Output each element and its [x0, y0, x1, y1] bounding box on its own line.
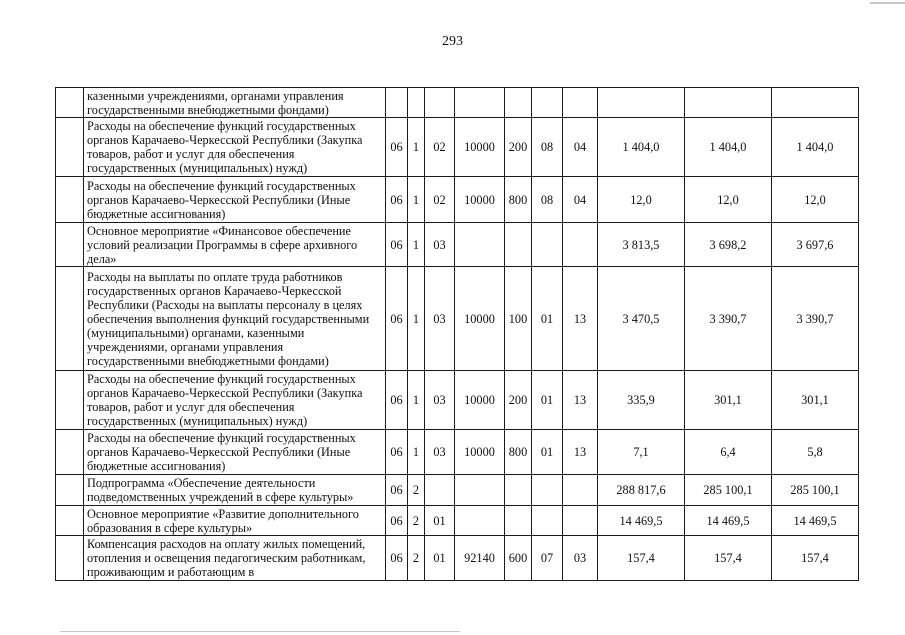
code-cell: [455, 506, 505, 536]
code-cell: [505, 506, 532, 536]
code-cell: [532, 475, 563, 506]
scan-mark: [870, 2, 905, 4]
code-cell: [425, 475, 455, 506]
amount-cell: [772, 88, 859, 118]
amount-cell: 3 390,7: [685, 267, 772, 371]
number-cell: [56, 267, 84, 371]
table-row: [56, 88, 859, 118]
code-cell: 600: [505, 536, 532, 581]
code-cell: 01: [532, 371, 563, 430]
code-cell: 02: [425, 177, 455, 223]
amount-cell: 157,4: [772, 536, 859, 581]
code-cell: 02: [425, 118, 455, 177]
amount-cell: 285 100,1: [685, 475, 772, 506]
code-cell: 03: [425, 267, 455, 371]
code-cell: 200: [505, 371, 532, 430]
code-cell: 06: [386, 536, 408, 581]
code-cell: 04: [563, 177, 598, 223]
code-cell: [455, 475, 505, 506]
code-cell: 2: [408, 536, 425, 581]
code-cell: [563, 475, 598, 506]
code-cell: 03: [425, 430, 455, 475]
code-cell: [425, 88, 455, 118]
code-cell: 04: [563, 118, 598, 177]
table-row: [56, 177, 859, 223]
table-row: [56, 430, 859, 475]
code-cell: 92140: [455, 536, 505, 581]
amount-cell: 3 390,7: [772, 267, 859, 371]
amount-cell: 14 469,5: [685, 506, 772, 536]
code-cell: [408, 88, 425, 118]
amount-cell: [598, 88, 685, 118]
number-cell: [56, 536, 84, 581]
table-row: [56, 475, 859, 506]
code-cell: 06: [386, 118, 408, 177]
code-cell: 08: [532, 118, 563, 177]
amount-cell: [685, 88, 772, 118]
code-cell: [563, 506, 598, 536]
code-cell: 01: [425, 536, 455, 581]
amount-cell: 1 404,0: [598, 118, 685, 177]
amount-cell: 1 404,0: [772, 118, 859, 177]
code-cell: 06: [386, 177, 408, 223]
amount-cell: 3 813,5: [598, 223, 685, 267]
code-cell: [505, 88, 532, 118]
table-row: [56, 267, 859, 371]
name-cell: Расходы на обеспечение функций государственных органов Карачаево-Черкесской Республики (Закупка товаров, работ и услуг для обеспечения государственных (муниципальных) нужд): [84, 371, 386, 430]
amount-cell: 288 817,6: [598, 475, 685, 506]
code-cell: 800: [505, 430, 532, 475]
code-cell: 13: [563, 267, 598, 371]
code-cell: 1: [408, 430, 425, 475]
amount-cell: 6,4: [685, 430, 772, 475]
amount-cell: 301,1: [685, 371, 772, 430]
name-cell: Основное мероприятие «Финансовое обеспечение условий реализации Программы в сфере архивного дела»: [84, 223, 386, 267]
code-cell: 03: [425, 371, 455, 430]
code-cell: 10000: [455, 118, 505, 177]
name-cell: Основное мероприятие «Развитие дополнительного образования в сфере культуры»: [84, 506, 386, 536]
code-cell: 13: [563, 371, 598, 430]
code-cell: 01: [532, 430, 563, 475]
code-cell: 08: [532, 177, 563, 223]
name-cell: Расходы на выплаты по оплате труда работников государственных органов Карачаево-Черкесской Республики (Расходы на выплаты персоналу в целях обеспечения выполнения функций государственными (муниципальными) органами, казенными учреждениями, органами управления государственными внебюджетными фондами): [84, 267, 386, 371]
amount-cell: 1 404,0: [685, 118, 772, 177]
code-cell: 2: [408, 506, 425, 536]
amount-cell: 3 470,5: [598, 267, 685, 371]
amount-cell: 12,0: [772, 177, 859, 223]
code-cell: [505, 475, 532, 506]
amount-cell: 12,0: [598, 177, 685, 223]
code-cell: [455, 223, 505, 267]
amount-cell: 7,1: [598, 430, 685, 475]
code-cell: 01: [425, 506, 455, 536]
amount-cell: 3 698,2: [685, 223, 772, 267]
code-cell: [532, 506, 563, 536]
number-cell: [56, 177, 84, 223]
name-cell: Расходы на обеспечение функций государственных органов Карачаево-Черкесской Республики (Иные бюджетные ассигнования): [84, 177, 386, 223]
number-cell: [56, 223, 84, 267]
code-cell: 07: [532, 536, 563, 581]
amount-cell: 157,4: [685, 536, 772, 581]
amount-cell: 285 100,1: [772, 475, 859, 506]
amount-cell: 3 697,6: [772, 223, 859, 267]
code-cell: 03: [563, 536, 598, 581]
number-cell: [56, 430, 84, 475]
table-row: [56, 536, 859, 581]
code-cell: 1: [408, 223, 425, 267]
table-row: [56, 506, 859, 536]
code-cell: [532, 223, 563, 267]
code-cell: [386, 88, 408, 118]
code-cell: [532, 88, 563, 118]
table-row: [56, 371, 859, 430]
code-cell: 03: [425, 223, 455, 267]
table-row: [56, 118, 859, 177]
amount-cell: 12,0: [685, 177, 772, 223]
code-cell: 1: [408, 118, 425, 177]
code-cell: 06: [386, 475, 408, 506]
name-cell: Компенсация расходов на оплату жилых помещений, отопления и освещения педагогическим работникам, проживающим и работающим в: [84, 536, 386, 581]
amount-cell: 301,1: [772, 371, 859, 430]
amount-cell: 157,4: [598, 536, 685, 581]
number-cell: [56, 88, 84, 118]
code-cell: 10000: [455, 267, 505, 371]
code-cell: [563, 88, 598, 118]
amount-cell: 14 469,5: [772, 506, 859, 536]
name-cell: казенными учреждениями, органами управления государственными внебюджетными фондами): [84, 88, 386, 118]
amount-cell: 335,9: [598, 371, 685, 430]
code-cell: 06: [386, 223, 408, 267]
code-cell: 1: [408, 177, 425, 223]
code-cell: 06: [386, 371, 408, 430]
number-cell: [56, 506, 84, 536]
name-cell: Расходы на обеспечение функций государственных органов Карачаево-Черкесской Республики (Закупка товаров, работ и услуг для обеспечения государственных (муниципальных) нужд): [84, 118, 386, 177]
code-cell: [505, 223, 532, 267]
code-cell: 06: [386, 506, 408, 536]
number-cell: [56, 371, 84, 430]
amount-cell: 14 469,5: [598, 506, 685, 536]
name-cell: Подпрограмма «Обеспечение деятельности подведомственных учреждений в сфере культуры»: [84, 475, 386, 506]
code-cell: [563, 223, 598, 267]
scan-mark: [60, 631, 460, 632]
code-cell: 2: [408, 475, 425, 506]
code-cell: 100: [505, 267, 532, 371]
code-cell: 10000: [455, 177, 505, 223]
amount-cell: 5,8: [772, 430, 859, 475]
table-row: [56, 223, 859, 267]
code-cell: 10000: [455, 430, 505, 475]
code-cell: 10000: [455, 371, 505, 430]
code-cell: 06: [386, 430, 408, 475]
code-cell: 06: [386, 267, 408, 371]
code-cell: 13: [563, 430, 598, 475]
code-cell: 01: [532, 267, 563, 371]
code-cell: 800: [505, 177, 532, 223]
number-cell: [56, 475, 84, 506]
code-cell: 1: [408, 267, 425, 371]
code-cell: 1: [408, 371, 425, 430]
code-cell: [455, 88, 505, 118]
page-number: 293: [442, 34, 463, 49]
code-cell: 200: [505, 118, 532, 177]
name-cell: Расходы на обеспечение функций государственных органов Карачаево-Черкесской Республики (Иные бюджетные ассигнования): [84, 430, 386, 475]
budget-table: [55, 87, 859, 581]
number-cell: [56, 118, 84, 177]
